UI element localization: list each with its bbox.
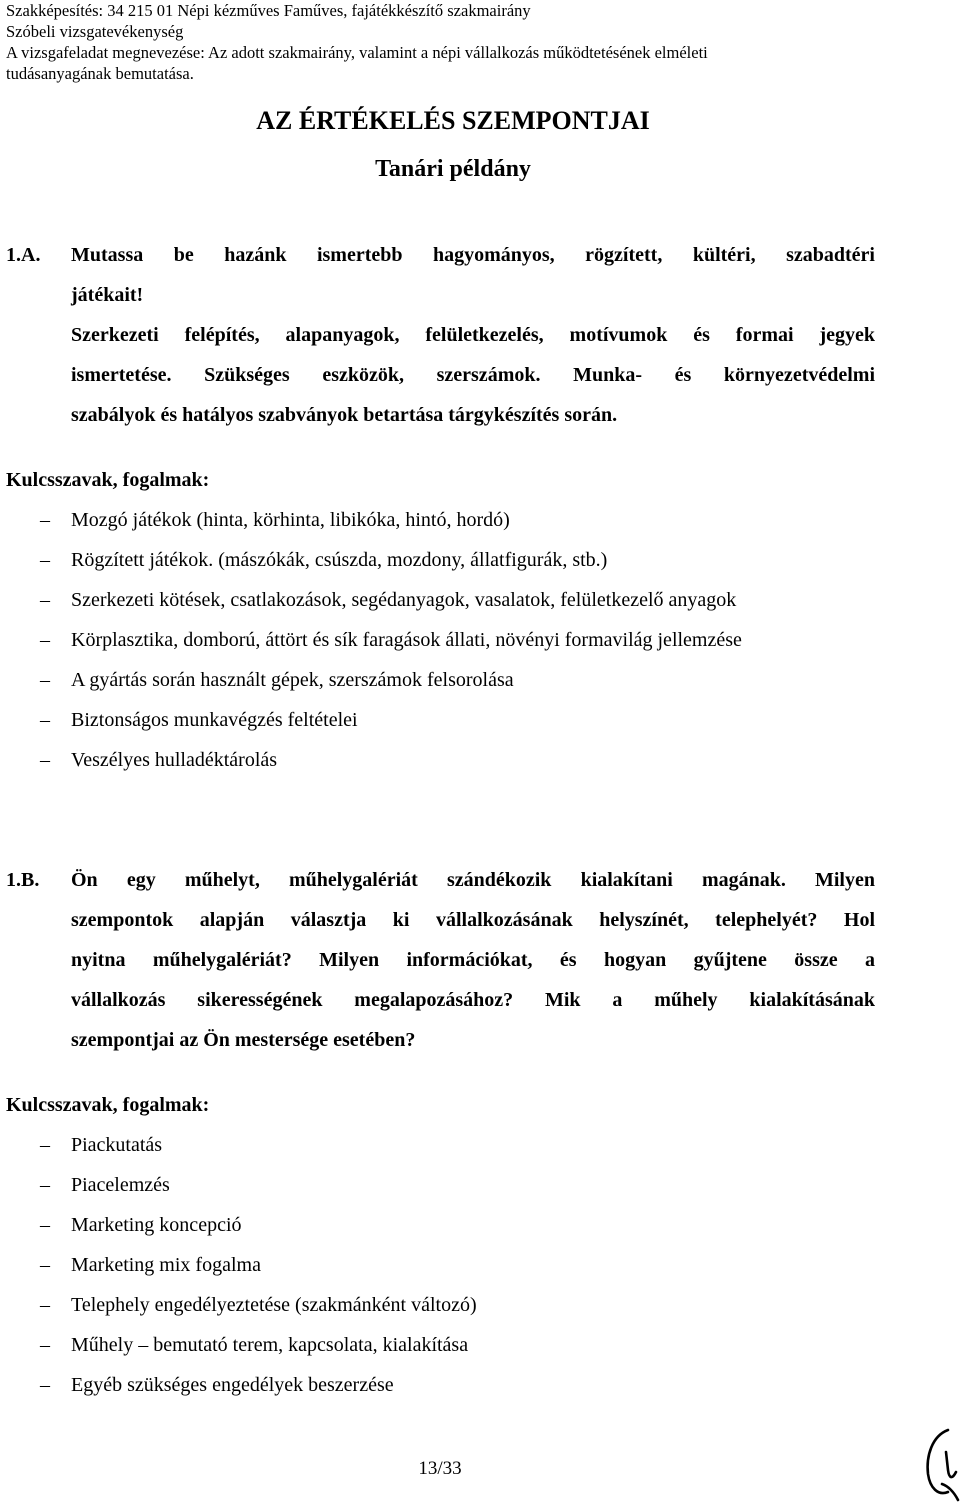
dash-bullet: – xyxy=(40,589,50,611)
keyword-item xyxy=(40,1254,261,1277)
header-line-1: Szakképesítés: 34 215 01 Népi kézműves Faműves, fajátékkészítő szakmairány xyxy=(6,1,531,20)
keyword-text: Piackutatás xyxy=(71,1134,163,1156)
section-b-number: 1.B. xyxy=(6,869,40,891)
section-b-keywords-label: Kulcsszavak, fogalmak: xyxy=(6,1094,210,1116)
keyword-item xyxy=(40,1134,162,1157)
section-b-question-line: nyitna műhelygalériát? Milyen információkat, és hogyan gyűjtene össze a xyxy=(71,949,875,971)
keyword-text: Egyéb szükséges engedélyek beszerzése xyxy=(71,1374,394,1396)
page-number: 13/33 xyxy=(418,1458,462,1479)
keyword-text: Mozgó játékok (hinta, körhinta, libikóka, hintó, hordó) xyxy=(71,509,510,531)
section-b-question-line: Ön egy műhelyt, műhelygalériát szándékozik kialakítani magának. Milyen xyxy=(71,869,875,891)
keyword-text: Szerkezeti kötések, csatlakozások, segédanyagok, vasalatok, felületkezelő anyagok xyxy=(71,589,737,611)
section-a-question-line: ismertetése. Szükséges eszközök, szerszámok. Munka- és környezetvédelmi xyxy=(71,364,875,386)
section-a-question-line: játékait! xyxy=(71,284,144,306)
header-line-3: A vizsgafeladat megnevezése: Az adott szakmairány, valamint a népi vállalkozás működtetésének elméleti xyxy=(6,43,708,62)
section-a-question-line: Mutassa be hazánk ismertebb hagyományos, rögzített, kültéri, szabadtéri xyxy=(71,244,875,266)
section-b-question-line: vállalkozás sikerességének megalapozásához? Mik a műhely kialakításának xyxy=(71,989,875,1011)
dash-bullet: – xyxy=(40,549,50,571)
keyword-item xyxy=(40,509,510,532)
keyword-text: Marketing koncepció xyxy=(71,1214,242,1236)
dash-bullet: – xyxy=(40,1134,50,1156)
dash-bullet: – xyxy=(40,629,50,651)
keyword-item xyxy=(40,589,736,612)
keyword-item xyxy=(40,549,607,572)
keyword-item xyxy=(40,629,742,652)
keyword-item xyxy=(40,1334,468,1357)
dash-bullet: – xyxy=(40,1174,50,1196)
dash-bullet: – xyxy=(40,1214,50,1236)
handwritten-signature-mark xyxy=(918,1422,960,1502)
page-header xyxy=(6,0,946,84)
dash-bullet: – xyxy=(40,509,50,531)
dash-bullet: – xyxy=(40,669,50,691)
section-b-question-line: szempontjai az Ön mestersége esetében? xyxy=(71,1029,416,1051)
section-a-keywords-label: Kulcsszavak, fogalmak: xyxy=(6,469,210,491)
keyword-text: Műhely – bemutató terem, kapcsolata, kialakítása xyxy=(71,1334,469,1356)
header-line-4: tudásanyagának bemutatása. xyxy=(6,64,194,83)
keyword-text: Biztonságos munkavégzés feltételei xyxy=(71,709,358,731)
dash-bullet: – xyxy=(40,1254,50,1276)
document-subtitle: Tanári példány xyxy=(375,156,531,182)
dash-bullet: – xyxy=(40,709,50,731)
keyword-item xyxy=(40,1374,394,1397)
keyword-text: A gyártás során használt gépek, szerszámok felsorolása xyxy=(71,669,514,691)
keyword-text: Veszélyes hulladéktárolás xyxy=(71,749,278,771)
dash-bullet: – xyxy=(40,1334,50,1356)
section-b-question-line: szempontok alapján választja ki vállalkozásának helyszínét, telephelyét? Hol xyxy=(71,909,875,931)
keyword-item xyxy=(40,1174,170,1197)
dash-bullet: – xyxy=(40,1374,50,1396)
keyword-item xyxy=(40,669,514,692)
keyword-text: Piacelemzés xyxy=(71,1174,170,1196)
keyword-item xyxy=(40,1214,242,1237)
section-a-question-line: szabályok és hatályos szabványok betartása tárgykészítés során. xyxy=(71,404,618,426)
keyword-item xyxy=(40,749,277,772)
keyword-item xyxy=(40,1294,477,1317)
keyword-text: Rögzített játékok. (mászókák, csúszda, mozdony, állatfigurák, stb.) xyxy=(71,549,608,571)
dash-bullet: – xyxy=(40,749,50,771)
keyword-item xyxy=(40,709,358,732)
section-a-question-line: Szerkezeti felépítés, alapanyagok, felületkezelés, motívumok és formai jegyek xyxy=(71,324,875,346)
section-a-number: 1.A. xyxy=(6,244,41,266)
document-title: AZ ÉRTÉKELÉS SZEMPONTJAI xyxy=(256,106,650,135)
keyword-text: Körplasztika, domború, áttört és sík faragások állati, növényi formavilág jellemzése xyxy=(71,629,742,651)
header-line-2: Szóbeli vizsgatevékenység xyxy=(6,22,184,41)
keyword-text: Marketing mix fogalma xyxy=(71,1254,261,1276)
keyword-text: Telephely engedélyeztetése (szakmánként változó) xyxy=(71,1294,477,1316)
dash-bullet: – xyxy=(40,1294,50,1316)
